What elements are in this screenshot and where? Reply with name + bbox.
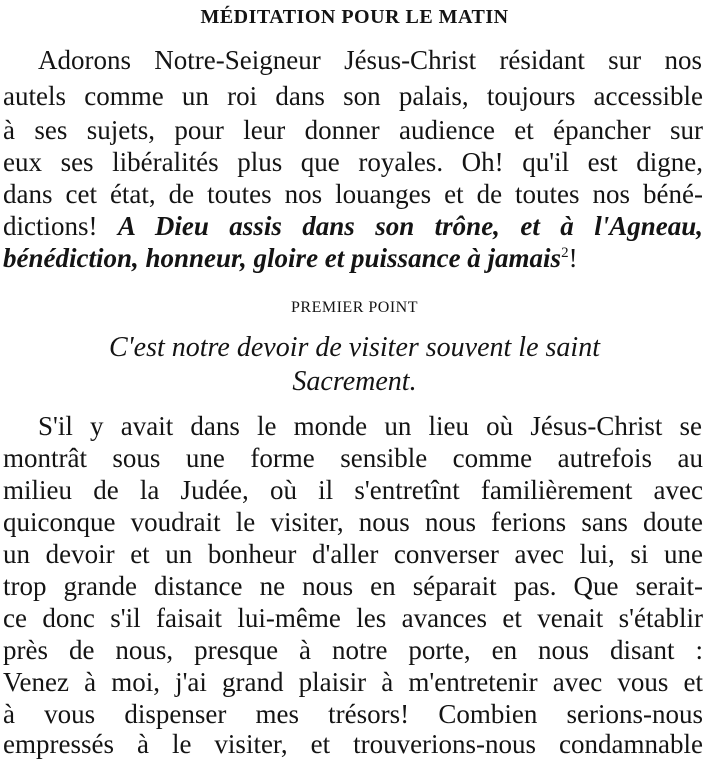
body-line-5: un devoir et un bonheur d'aller converser avec lui, si une <box>3 539 703 569</box>
intro-line-3: à ses sujets, pour leur donner audience et épancher sur <box>3 115 703 145</box>
body-line-2: montrât sous une forme sensible comme autrefois au <box>3 443 703 473</box>
footnote-marker: 2 <box>561 245 569 261</box>
body-line-10: à vous dispenser mes trésors! Combien serions-nous <box>3 699 703 729</box>
intro-line-7-end: ! <box>568 243 578 273</box>
section-title: PREMIER POINT <box>291 299 418 316</box>
scripture-quote-part-1: A Dieu assis dans son trône, et à l'Agneau, <box>117 211 703 241</box>
body-line-3: milieu de la Judée, où il s'entretînt familièrement avec <box>3 475 703 505</box>
body-line-4: quiconque voudrait le visiter, nous nous ferions sans doute <box>3 507 703 537</box>
intro-line-5: dans cet état, de toutes nos louanges et de toutes nos béné- <box>3 179 703 209</box>
intro-line-1: Adorons Notre-Seigneur Jésus-Christ résidant sur nos <box>38 45 702 75</box>
intro-line-4: eux ses libéralités plus que royales. Oh! qu'il est digne, <box>3 147 703 177</box>
body-line-9: Venez à moi, j'ai grand plaisir à m'entretenir avec vous et <box>3 667 703 697</box>
intro-line-6-start: dictions! <box>3 211 118 241</box>
body-line-8: près de nous, presque à notre porte, en nous disant : <box>3 635 703 665</box>
scripture-quote-part-2: bénédiction, honneur, gloire et puissance à jamais <box>3 243 562 273</box>
intro-line-2: autels comme un roi dans son palais, toujours accessible <box>3 81 703 111</box>
body-line-6: trop grande distance ne nous en séparait pas. Que serait- <box>3 571 703 601</box>
body-line-11: empressés à le visiter, et trouverions-nous condamnable <box>3 729 703 759</box>
subtitle-line-1: C'est notre devoir de visiter souvent le saint <box>109 332 600 363</box>
intro-line-7 <box>3 242 703 274</box>
subtitle-line-2: Sacrement. <box>292 366 417 397</box>
body-line-7: ce donc s'il faisait lui-même les avances et venait s'établir <box>3 603 703 633</box>
page-heading: MÉDITATION POUR LE MATIN <box>200 6 509 28</box>
body-line-1: S'il y avait dans le monde un lieu où Jésus-Christ se <box>38 411 702 441</box>
intro-line-6 <box>3 210 703 242</box>
